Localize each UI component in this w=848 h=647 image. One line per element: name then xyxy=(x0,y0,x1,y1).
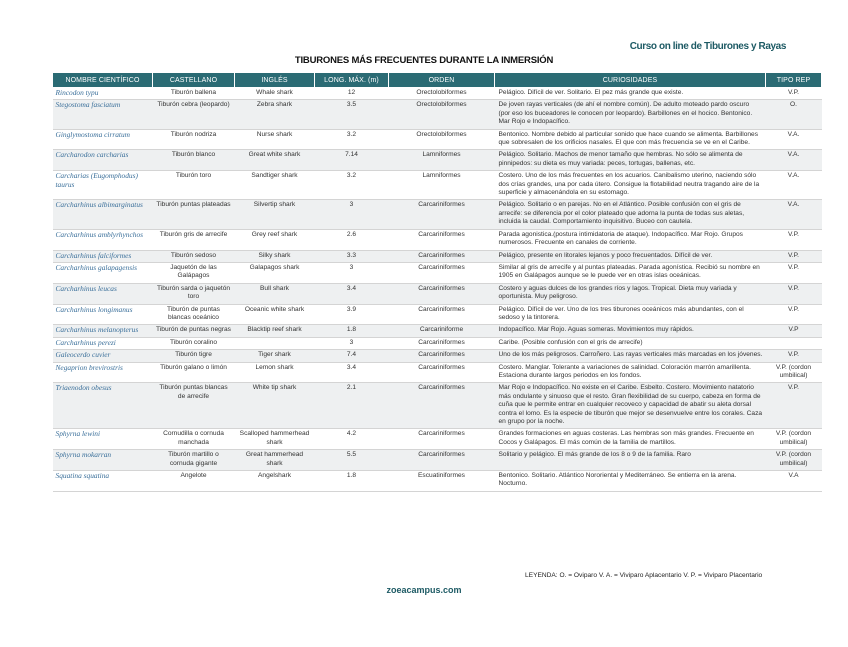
cell-scientific-name: Stegostoma fasciatum xyxy=(53,100,153,129)
cell-order: Carcariniformes xyxy=(389,350,495,362)
cell-notes: Pelágico, presente en litorales lejanos y poco frecuentados. Difícil de ver. xyxy=(495,250,766,262)
cell-max-length: 5.5 xyxy=(315,450,389,471)
cell-notes: Pelágico. Solitario. Machos de menor tamaño que hembras. No sólo se alimenta de pinnipedos: su dieta es muy variada: peces, tortugas, ballenas, etc. xyxy=(495,150,766,171)
table-row xyxy=(53,200,822,229)
cell-scientific-name: Carcharhinus longimanus xyxy=(53,304,153,325)
table-row xyxy=(53,350,822,362)
cell-spanish-name: Tiburón cebra (leopardo) xyxy=(153,100,235,129)
cell-english-name: Lemon shark xyxy=(235,362,315,383)
cell-notes: Costero. Manglar. Tolerante a variaciones de salinidad. Coloración marrón amarillenta. Estaciona durante largos periodos en los fondos. xyxy=(495,362,766,383)
table-body xyxy=(53,88,822,492)
cell-max-length: 3 xyxy=(315,200,389,229)
cell-spanish-name: Tiburón puntas plateadas xyxy=(153,200,235,229)
cell-scientific-name: Carcharodon carcharias xyxy=(53,150,153,171)
cell-notes: Costero y aguas dulces de los grandes ríos y lagos. Tropical. Dieta muy variada y oportunista. Muy peligroso. xyxy=(495,283,766,304)
column-header: TIPO REP xyxy=(766,73,822,88)
table-row xyxy=(53,171,822,200)
table-row xyxy=(53,450,822,471)
cell-max-length: 3.4 xyxy=(315,362,389,383)
cell-spanish-name: Tiburón toro xyxy=(153,171,235,200)
cell-notes: Bentonico. Nombre debido al particular sonido que hace cuando se alimenta. Barbillones que sobresalen de los orificios nasales. El que con más frecuencia se ve en el Caribe. xyxy=(495,129,766,150)
cell-spanish-name: Tiburón coralino xyxy=(153,337,235,349)
cell-spanish-name: Jaquetón de las Galápagos xyxy=(153,262,235,283)
cell-order: Carcariniforme xyxy=(389,325,495,337)
cell-max-length: 2.1 xyxy=(315,383,389,429)
table-row xyxy=(53,429,822,450)
cell-scientific-name: Squatina squatina xyxy=(53,471,153,492)
cell-order: Carcariniformes xyxy=(389,337,495,349)
cell-english-name: Grey reef shark xyxy=(235,229,315,250)
cell-reproduction-type: V.P. xyxy=(766,283,822,304)
table-row xyxy=(53,250,822,262)
cell-notes: Mar Rojo e Indopacífico. No existe en el Caribe. Esbelto. Costero. Movimiento natatorio más ondulante y sinuoso que el resto. Gran flexibilidad de su cuerpo, cabeza en forma de cuña que le permite entrar en cualquier recoveco y capacidad de abatir su aleta dorsal contra el lomo. Es la especie de tiburón que mejor se desenvuelve entre los corales. Caza en grupo por la noche. xyxy=(495,383,766,429)
cell-spanish-name: Tiburón galano o limón xyxy=(153,362,235,383)
cell-order: Carcariniformes xyxy=(389,262,495,283)
cell-order: Carcariniformes xyxy=(389,250,495,262)
cell-notes: Uno de los más peligrosos. Carroñero. Las rayas verticales más marcadas en los jóvenes. xyxy=(495,350,766,362)
table-row xyxy=(53,150,822,171)
cell-max-length: 3 xyxy=(315,337,389,349)
cell-notes: Pelágico. Difícil de ver. Solitario. El pez más grande que existe. xyxy=(495,88,766,100)
cell-reproduction-type: V.A. xyxy=(766,200,822,229)
cell-english-name: Bull shark xyxy=(235,283,315,304)
column-header: CASTELLANO xyxy=(153,73,235,88)
cell-scientific-name: Ginglymostoma cirratum xyxy=(53,129,153,150)
cell-reproduction-type: V.P. xyxy=(766,250,822,262)
cell-notes: Costero. Uno de los más frecuentes en los acuarios. Canibalismo uterino, naciendo sólo dos crías grandes, una por cada útero. Consigue la flotabilidad neutra tragando aire de la superficie y almacenándola en su estomago. xyxy=(495,171,766,200)
table-row xyxy=(53,262,822,283)
cell-notes: Pelágico. Difícil de ver. Uno de los tres tiburones oceánicos más abundantes, con el sedoso y la tintorera. xyxy=(495,304,766,325)
cell-notes: Parada agonistica.(postura intimidatoria de ataque). Indopacífico. Mar Rojo. Grupos numerosos. Frecuente en canales de corriente. xyxy=(495,229,766,250)
cell-max-length: 7.14 xyxy=(315,150,389,171)
cell-spanish-name: Angelote xyxy=(153,471,235,492)
column-header: NOMBRE CIENTÍFICO xyxy=(53,73,153,88)
cell-english-name: Blacktip reef shark xyxy=(235,325,315,337)
cell-scientific-name: Galeocerdo cuvier xyxy=(53,350,153,362)
cell-english-name: Silvertip shark xyxy=(235,200,315,229)
page-title: TIBURONES MÁS FRECUENTES DURANTE LA INMERSIÓN xyxy=(294,55,554,66)
cell-max-length: 4.2 xyxy=(315,429,389,450)
cell-english-name: Great hammerhead shark xyxy=(235,450,315,471)
cell-spanish-name: Tiburón de puntas negras xyxy=(153,325,235,337)
cell-scientific-name: Carcharhinus albimarginatus xyxy=(53,200,153,229)
cell-order: Orectolobiformes xyxy=(389,88,495,100)
cell-reproduction-type: V.P xyxy=(766,325,822,337)
cell-scientific-name: Triaenodon obesus xyxy=(53,383,153,429)
cell-english-name: Great white shark xyxy=(235,150,315,171)
table-row xyxy=(53,325,822,337)
cell-spanish-name: Tiburón nodriza xyxy=(153,129,235,150)
cell-order: Carcariniformes xyxy=(389,362,495,383)
cell-spanish-name: Tiburón de puntas blancas oceánico xyxy=(153,304,235,325)
cell-max-length: 3.2 xyxy=(315,129,389,150)
cell-notes: Solitario y pelágico. El más grande de los 8 o 9 de la familia. Raro xyxy=(495,450,766,471)
cell-max-length: 3.3 xyxy=(315,250,389,262)
course-title: Curso on line de Tiburones y Rayas xyxy=(629,41,786,52)
cell-reproduction-type: V.P. xyxy=(766,88,822,100)
cell-order: Carcariniformes xyxy=(389,383,495,429)
cell-scientific-name: Sphyrna mokarran xyxy=(53,450,153,471)
cell-scientific-name: Carcharhinus falciformes xyxy=(53,250,153,262)
cell-notes: Similar al gris de arrecife y al puntas plateadas. Parada agonística. Recibió su nombre en 1905 en Galápagos aunque se le puede ver en otras islas oceánicas. xyxy=(495,262,766,283)
cell-reproduction-type: V.A. xyxy=(766,150,822,171)
table-row xyxy=(53,383,822,429)
cell-spanish-name: Tiburón martillo o cornuda gigante xyxy=(153,450,235,471)
cell-max-length: 3.2 xyxy=(315,171,389,200)
footer-site: zoeacampus.com xyxy=(386,585,462,595)
cell-max-length: 12 xyxy=(315,88,389,100)
cell-order: Escuatiniformes xyxy=(389,471,495,492)
cell-english-name: Angelshark xyxy=(235,471,315,492)
table-row xyxy=(53,337,822,349)
cell-order: Lamniformes xyxy=(389,150,495,171)
column-header: INGLÉS xyxy=(235,73,315,88)
cell-order: Carcariniformes xyxy=(389,304,495,325)
cell-scientific-name: Carcharhinus melanopterus xyxy=(53,325,153,337)
column-header: CURIOSIDADES xyxy=(495,73,766,88)
column-header: ORDEN xyxy=(389,73,495,88)
cell-scientific-name: Carcharias (Eugomphodus) taurus xyxy=(53,171,153,200)
cell-order: Orectolobiformes xyxy=(389,129,495,150)
cell-max-length: 3 xyxy=(315,262,389,283)
cell-notes: De joven rayas verticales (de ahí el nombre común). De adulto moteado pardo oscuro (por eso los buceadores le conocen por leopardo). Barbillones en el hocico. Bentonico. Mar Rojo e Indopacífico. xyxy=(495,100,766,129)
cell-scientific-name: Carcharhinus leucas xyxy=(53,283,153,304)
cell-order: Lamniformes xyxy=(389,171,495,200)
cell-english-name: Oceanic white shark xyxy=(235,304,315,325)
cell-spanish-name: Tiburón blanco xyxy=(153,150,235,171)
cell-order: Carcariniformes xyxy=(389,450,495,471)
cell-order: Carcariniformes xyxy=(389,229,495,250)
cell-spanish-name: Tiburón sedoso xyxy=(153,250,235,262)
cell-max-length: 1.8 xyxy=(315,325,389,337)
cell-max-length: 2.6 xyxy=(315,229,389,250)
cell-scientific-name: Sphyrna lewini xyxy=(53,429,153,450)
table-row xyxy=(53,229,822,250)
cell-reproduction-type: V.P. (cordon umbilical) xyxy=(766,429,822,450)
cell-english-name: Sandtiger shark xyxy=(235,171,315,200)
cell-english-name xyxy=(235,337,315,349)
table-row xyxy=(53,88,822,100)
cell-reproduction-type xyxy=(766,337,822,349)
cell-max-length: 1.8 xyxy=(315,471,389,492)
cell-scientific-name: Rincodon typu xyxy=(53,88,153,100)
cell-reproduction-type: V.P. (cordon umbilical) xyxy=(766,362,822,383)
cell-order: Carcariniformes xyxy=(389,200,495,229)
cell-order: Orectolobiformes xyxy=(389,100,495,129)
table-row xyxy=(53,100,822,129)
cell-spanish-name: Tiburón tigre xyxy=(153,350,235,362)
cell-reproduction-type: V.A. xyxy=(766,129,822,150)
cell-spanish-name: Tiburón gris de arrecife xyxy=(153,229,235,250)
cell-reproduction-type: V.A xyxy=(766,471,822,492)
cell-notes: Pelágico. Solitario o en parejas. No en el Atlántico. Posible confusión con el gris de arrecife: se diferencia por el color plateado que adorna la punta de todas sus aletas, incluida la caudal. Comportamiento inquisitivo. Buceo con cautela. xyxy=(495,200,766,229)
cell-order: Carcariniformes xyxy=(389,429,495,450)
cell-scientific-name: Carcharhinus galapagensis xyxy=(53,262,153,283)
cell-max-length: 3.9 xyxy=(315,304,389,325)
cell-reproduction-type: V.P. xyxy=(766,229,822,250)
cell-scientific-name: Negaprion brevirostris xyxy=(53,362,153,383)
header-row xyxy=(53,73,822,88)
cell-spanish-name: Tiburón ballena xyxy=(153,88,235,100)
cell-spanish-name: Cornudilla o cornuda manchada xyxy=(153,429,235,450)
cell-english-name: Scalloped hammerhead shark xyxy=(235,429,315,450)
cell-reproduction-type: V.P. xyxy=(766,383,822,429)
cell-spanish-name: Tiburón puntas blancas de arrecife xyxy=(153,383,235,429)
cell-english-name: Zebra shark xyxy=(235,100,315,129)
cell-reproduction-type: V.P. (cordon umbilical) xyxy=(766,450,822,471)
table-row xyxy=(53,283,822,304)
cell-spanish-name: Tiburón sarda o jaquetón toro xyxy=(153,283,235,304)
cell-scientific-name: Carcharhinus perezi xyxy=(53,337,153,349)
column-header: LONG. MÁX. (m) xyxy=(315,73,389,88)
cell-reproduction-type: V.A. xyxy=(766,171,822,200)
cell-notes: Bentonico. Solitario. Atlántico Nororiental y Mediterráneo. Se entierra en la arena. Nocturno. xyxy=(495,471,766,492)
table-row xyxy=(53,304,822,325)
cell-reproduction-type: V.P. xyxy=(766,262,822,283)
table-row xyxy=(53,471,822,492)
cell-reproduction-type: V.P. xyxy=(766,304,822,325)
cell-english-name: White tip shark xyxy=(235,383,315,429)
cell-max-length: 3.4 xyxy=(315,283,389,304)
table-row xyxy=(53,129,822,150)
cell-english-name: Nurse shark xyxy=(235,129,315,150)
cell-english-name: Tiger shark xyxy=(235,350,315,362)
cell-max-length: 3.5 xyxy=(315,100,389,129)
cell-order: Carcariniformes xyxy=(389,283,495,304)
cell-max-length: 7.4 xyxy=(315,350,389,362)
cell-notes: Indopacífico. Mar Rojo. Aguas someras. Movimientos muy rápidos. xyxy=(495,325,766,337)
table-row xyxy=(53,362,822,383)
cell-english-name: Whale shark xyxy=(235,88,315,100)
sharks-table xyxy=(52,72,822,492)
cell-notes: Caribe. (Posible confusión con el gris de arrecife) xyxy=(495,337,766,349)
legend: LEYENDA: O. = Oviparo V. A. = Viviparo Aplacentario V. P. = Viviparo Placentario xyxy=(525,572,763,579)
cell-english-name: Silky shark xyxy=(235,250,315,262)
cell-reproduction-type: V.P. xyxy=(766,350,822,362)
cell-english-name: Galapagos shark xyxy=(235,262,315,283)
cell-scientific-name: Carcharhinus amblyrhynchos xyxy=(53,229,153,250)
cell-reproduction-type: O. xyxy=(766,100,822,129)
cell-notes: Grandes formaciones en aguas costeras. Las hembras son más grandes. Frecuente en Cocos y Galápagos. El más común de la familia de martillos. xyxy=(495,429,766,450)
